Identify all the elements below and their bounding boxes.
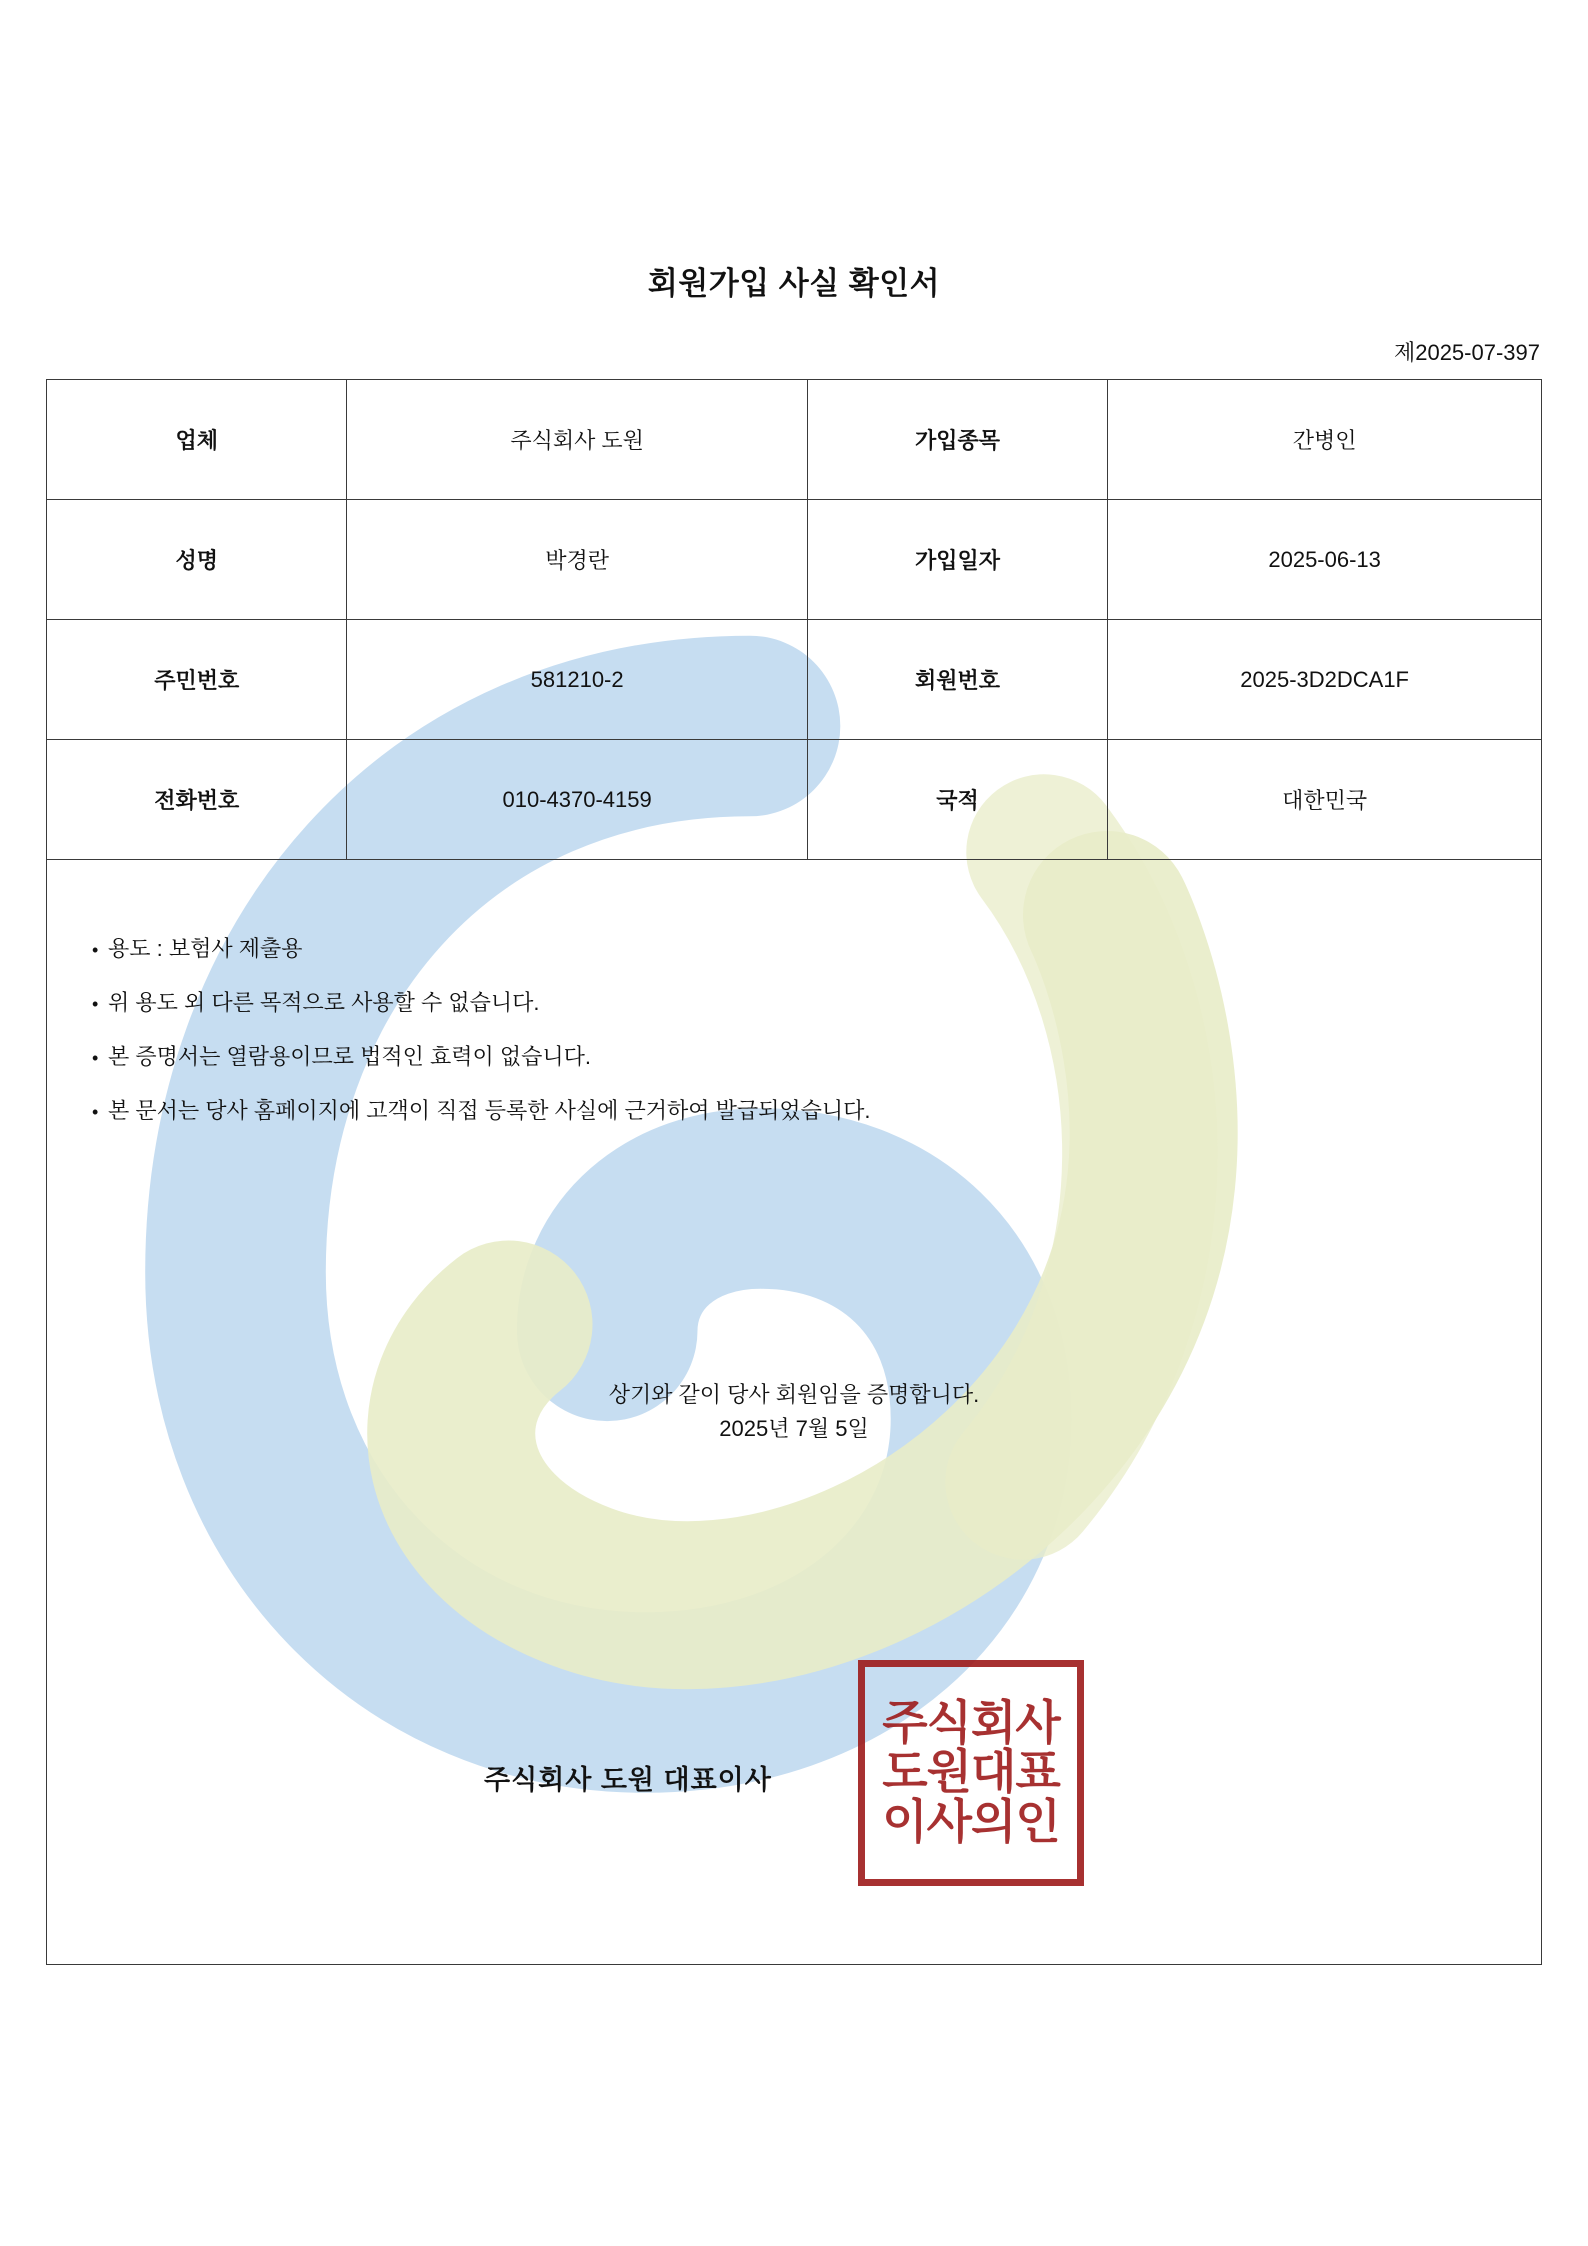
document-number: 제2025-07-397 — [1393, 340, 1540, 365]
field-label-join-type: 가입종목 — [807, 380, 1107, 500]
field-label-company: 업체 — [47, 380, 347, 500]
note-text: 용도 : 보험사 제출용 — [108, 936, 303, 961]
closing-date: 2025년 7월 5일 — [719, 1416, 869, 1442]
list-item — [92, 1100, 870, 1122]
field-value-phone: 010-4370-4159 — [347, 740, 807, 860]
seal-line-3: 이사의인 — [882, 1794, 1060, 1850]
corporate-seal-stamp — [858, 1660, 1084, 1886]
signature-line: 주식회사 도원 대표이사 — [484, 1765, 772, 1795]
field-value-company: 주식회사 도원 — [347, 380, 807, 500]
seal-line-2: 도원대표 — [882, 1745, 1060, 1801]
page-title: 회원가입 사실 확인서 — [647, 266, 941, 301]
bullet-icon: • — [92, 1048, 99, 1069]
field-value-join-type: 간병인 — [1108, 380, 1542, 500]
field-label-phone: 전화번호 — [47, 740, 347, 860]
table-row — [47, 380, 1542, 500]
field-value-nationality: 대한민국 — [1108, 740, 1542, 860]
list-item — [92, 938, 870, 960]
bullet-icon: • — [92, 994, 99, 1015]
bullet-icon: • — [92, 940, 99, 961]
seal-line-1: 주식회사 — [882, 1695, 1060, 1751]
field-label-member-number: 회원번호 — [807, 620, 1107, 740]
table-row — [47, 620, 1542, 740]
closing-statement — [0, 1378, 1588, 1446]
table-row — [47, 500, 1542, 620]
field-value-join-date: 2025-06-13 — [1108, 500, 1542, 620]
field-label-join-date: 가입일자 — [807, 500, 1107, 620]
notes-list — [92, 938, 870, 1154]
bullet-icon: • — [92, 1102, 99, 1123]
list-item — [92, 1046, 870, 1068]
note-text: 위 용도 외 다른 목적으로 사용할 수 없습니다. — [108, 990, 540, 1015]
closing-text: 상기와 같이 당사 회원임을 증명합니다. — [608, 1382, 980, 1407]
field-value-member-number: 2025-3D2DCA1F — [1108, 620, 1542, 740]
list-item — [92, 992, 870, 1014]
field-label-resident-number: 주민번호 — [47, 620, 347, 740]
member-info-table — [46, 379, 1542, 860]
field-value-resident-number: 581210-2 — [347, 620, 807, 740]
table-row — [47, 740, 1542, 860]
field-label-name: 성명 — [47, 500, 347, 620]
note-text: 본 문서는 당사 홈페이지에 고객이 직접 등록한 사실에 근거하여 발급되었습니다. — [108, 1098, 871, 1123]
note-text: 본 증명서는 열람용이므로 법적인 효력이 없습니다. — [108, 1044, 591, 1069]
field-label-nationality: 국적 — [807, 740, 1107, 860]
field-value-name: 박경란 — [347, 500, 807, 620]
